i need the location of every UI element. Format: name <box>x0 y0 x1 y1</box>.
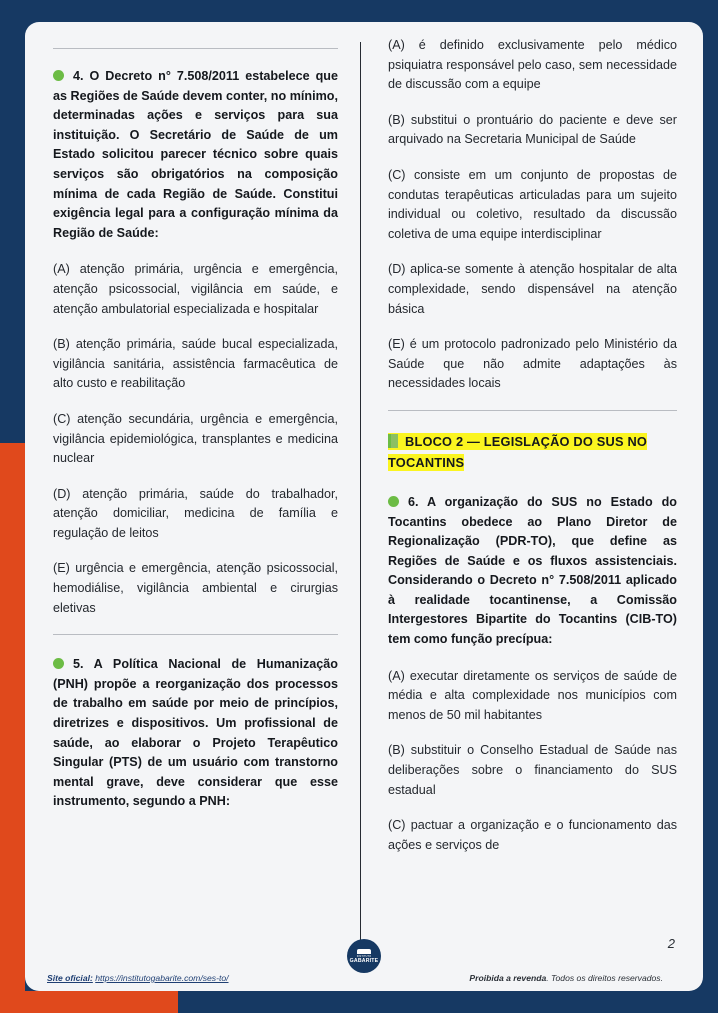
green-bullet-icon <box>53 70 64 81</box>
divider-top-left <box>53 48 338 49</box>
left-column <box>25 22 364 938</box>
book-icon <box>388 434 398 448</box>
question-4-option-e[interactable]: (E) urgência e emergência, atenção psicossocial, hemodiálise, vigilância ambiental e cirurgias eletivas <box>53 561 338 615</box>
paper-sheet <box>25 22 703 991</box>
footer-site-url[interactable]: https://institutogabarite.com/ses-to/ <box>95 973 229 983</box>
divider-before-question-5 <box>53 634 338 635</box>
footer-rights <box>469 973 663 983</box>
column-divider <box>360 42 361 942</box>
block-2-heading-text: BLOCO 2 — LEGISLAÇÃO DO SUS NO TOCANTINS <box>388 433 648 470</box>
question-5-stem-text: 5. A Política Nacional de Humanização (PNH) propõe a reorganização dos processos de trabalho em saúde por meio de princípios, diretrizes e dispositivos. Um profissional de saúde, ao elaborar o Projeto Terapêutico Singular (PTS) de um usuário com transtorno mental grave, deve considerar que esse instrumento, segundo a PNH: <box>53 657 338 809</box>
divider-before-block-2 <box>388 410 677 411</box>
question-4-option-c[interactable]: (C) atenção secundária, urgência e emergência, vigilância epidemiológica, transplantes e medicina nuclear <box>53 411 338 466</box>
footer-site-label: Site oficial: <box>47 973 93 983</box>
question-4-option-a[interactable]: (A) atenção primária, urgência e emergência, atenção psicossocial, vigilância em saúde, e atenção ambulatorial especializada e hospitalar <box>53 262 338 316</box>
institute-logo-badge <box>347 939 381 973</box>
badge-name: GABARITE <box>349 957 379 964</box>
page-footer <box>25 931 703 991</box>
footer-site-official[interactable] <box>47 973 229 983</box>
question-4-option-d[interactable]: (D) atenção primária, saúde do trabalhador, atenção domiciliar, medicina de família e regulação de leitos <box>53 486 338 540</box>
question-4-option-b[interactable]: (B) atenção primária, saúde bucal especializada, vigilância sanitária, assistência farmacêutica de alto custo e reabilitação <box>53 337 338 391</box>
badge-subtitle: INSTITUTO <box>356 954 372 958</box>
question-6-stem <box>388 493 677 650</box>
question-6-stem-text: 6. A organização do SUS no Estado do Tocantins obedece ao Plano Diretor de Regionalização (PDR-TO), que define as Regiões de Saúde e os fluxos assistenciais. Considerando o Decreto n° 7.508/2011 aplicado à realidade tocantinense, a Comissão Intergestores Bipartite do Tocantins (CIB-TO) tem como função precípua: <box>388 494 677 647</box>
bottom-bar-orange <box>0 991 178 1013</box>
question-4-stem <box>53 67 338 243</box>
right-column <box>364 22 703 938</box>
question-6-option-b[interactable]: (B) substituir o Conselho Estadual de Saúde nas deliberações sobre o financiamento do SUS estadual <box>388 743 677 797</box>
question-4-stem-text: 4. O Decreto n° 7.508/2011 estabelece que as Regiões de Saúde devem conter, no mínimo, determinadas ações e serviços para sua instituição. O Secretário de Saúde de um Estado solicitou parecer técnico sobre quais serviços são obrigatórios na composição mínima de cada Região de Saúde. Constitui exigência legal para a configuração mínima da Região de Saúde: <box>53 69 338 240</box>
block-2-heading <box>388 431 677 473</box>
question-6-option-c[interactable]: (C) pactuar a organização e o funcionamento das ações e serviços de <box>388 818 677 852</box>
question-5-stem <box>53 655 338 812</box>
left-edge-stripe-orange <box>0 443 25 1013</box>
footer-rights-bold: Proibida a revenda <box>469 973 547 983</box>
question-6-option-a[interactable]: (A) executar diretamente os serviços de saúde de média e alta complexidade nos municípios com menos de 50 mil habitantes <box>388 668 677 722</box>
question-5-option-e[interactable]: (E) é um protocolo padronizado pelo Ministério da Saúde que não admite adaptações às necessidades locais <box>388 337 677 391</box>
graduation-cap-icon <box>357 949 371 954</box>
question-5-option-d[interactable]: (D) aplica-se somente à atenção hospitalar de alta complexidade, sendo dispensável na atenção básica <box>388 262 677 316</box>
page-number: 2 <box>667 936 675 951</box>
two-column-content <box>25 22 703 938</box>
green-bullet-icon <box>53 658 64 669</box>
footer-rights-rest: . Todos os direitos reservados. <box>546 973 663 983</box>
question-5-option-b[interactable]: (B) substitui o prontuário do paciente e deve ser arquivado na Secretaria Municipal de Saúde <box>388 112 677 147</box>
question-5-option-a[interactable]: (A) é definido exclusivamente pelo médico psiquiatra responsável pelo caso, sem necessidade de discussão com a equipe <box>388 38 677 92</box>
green-bullet-icon <box>388 496 399 507</box>
question-5-option-c[interactable]: (C) consiste em um conjunto de propostas de condutas terapêuticas articuladas para um sujeito individual ou coletivo, resultado da discussão coletiva de uma equipe interdisciplinar <box>388 167 677 241</box>
